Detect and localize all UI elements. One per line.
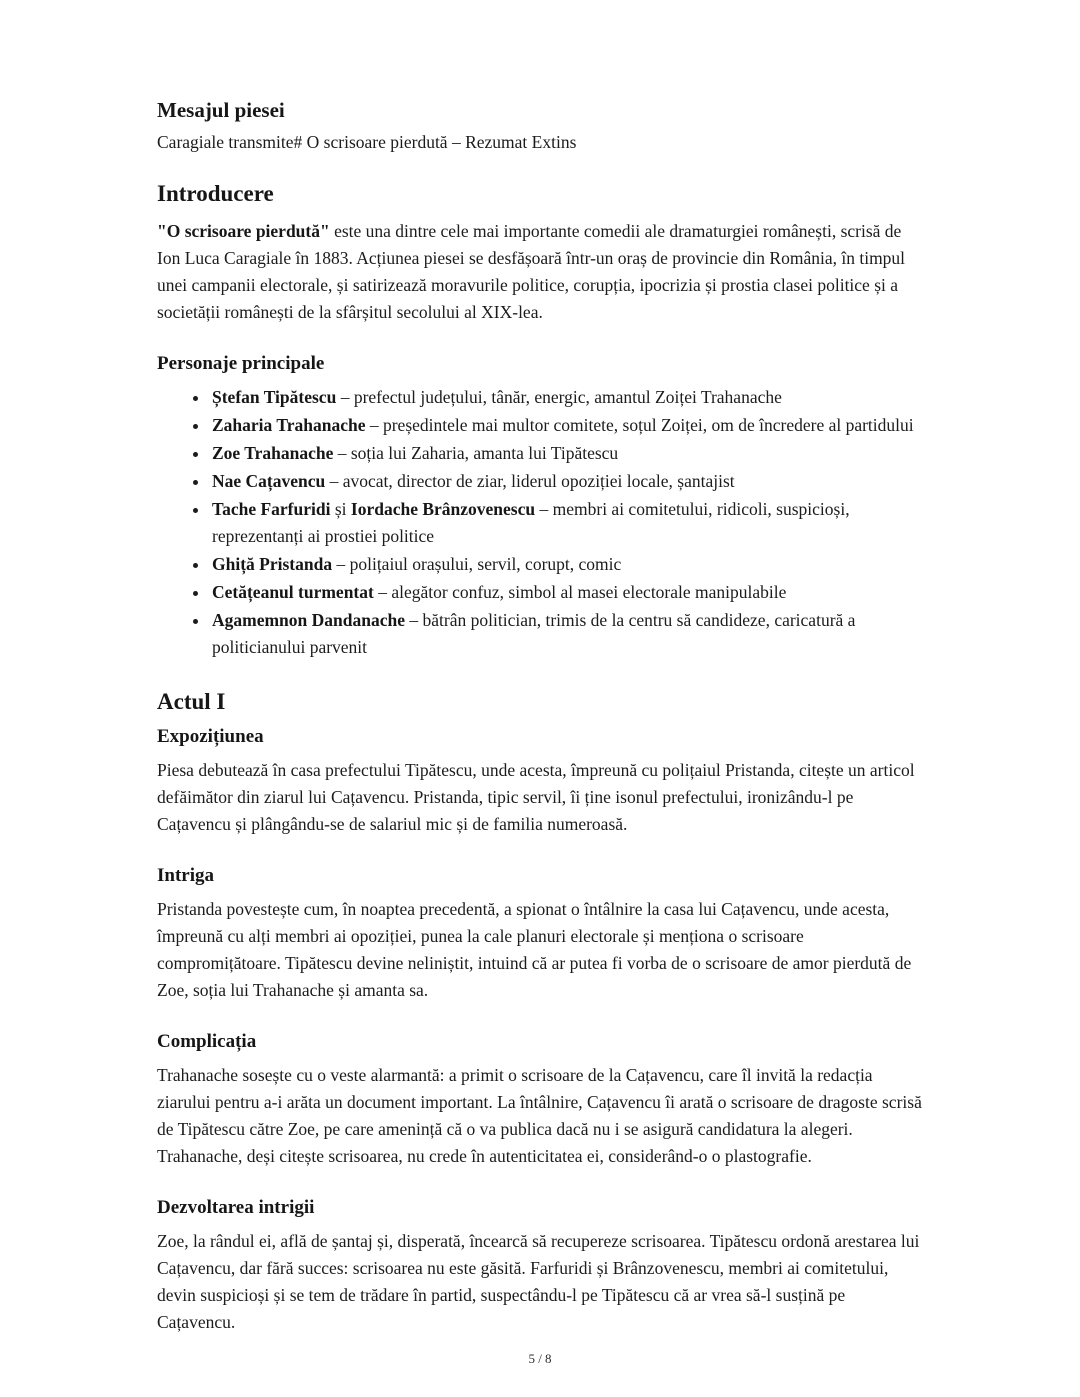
section-heading-actul-1: Actul I bbox=[157, 689, 226, 714]
character-description: și bbox=[330, 499, 351, 519]
subsection-heading: Expozițiunea bbox=[157, 726, 264, 747]
character-description: – soția lui Zaharia, amanta lui Tipătescu bbox=[333, 443, 619, 463]
intro-lead-rest: este una dintre cele mai importante comedii ale dramaturgiei românești, scrisă de Ion Luca Caragiale în 1883. Acțiunea piesei se desfășoară într-un oraș de provincie din România, în timpul unei campanii electorale, și satirizează moravurile politice, corupția, ipocrizia și prostia clasei politice și a societății românești de la sfârșitul secolului al XIX-lea. bbox=[157, 221, 906, 322]
character-name: Zaharia Trahanache bbox=[212, 415, 366, 435]
character-list-item bbox=[210, 468, 922, 495]
character-name: Iordache Brânzovenescu bbox=[350, 499, 536, 519]
intro-paragraph bbox=[157, 218, 922, 326]
character-list-item bbox=[210, 412, 922, 439]
character-description: – avocat, director de ziar, liderul opoziției locale, șantajist bbox=[325, 471, 735, 491]
section-heading-mesajul-piesei: Mesajul piesei bbox=[157, 98, 285, 122]
character-list-item bbox=[210, 496, 922, 550]
subsection-paragraph: Zoe, la rândul ei, află de șantaj și, disperată, încearcă să recupereze scrisoarea. Tipătescu ordonă arestarea lui Cațavencu, dar fără succes: scrisoarea nu este găsită. Farfuridi și Brânzovenescu, membri ai comitetului, devin suspicioși și se tem de trădare în partid, suspectându-l pe Tipătescu că ar vrea să-l susțină pe Cațavencu. bbox=[157, 1231, 920, 1332]
character-description: – bătrân politician, trimis de la centru să candideze, caricatură a politicianului parvenit bbox=[212, 610, 856, 657]
subsection-heading: Complicația bbox=[157, 1031, 257, 1052]
subsection-heading: Intriga bbox=[157, 865, 214, 886]
character-list-item bbox=[210, 551, 922, 578]
section-heading-personaje-principale: Personaje principale bbox=[157, 353, 325, 374]
document-subtitle: Caragiale transmite# O scrisoare pierdută – Rezumat Extins bbox=[157, 132, 577, 152]
intro-lead-bold: "O scrisoare pierdută" bbox=[157, 221, 330, 241]
subsection-paragraph: Trahanache sosește cu o veste alarmantă: a primit o scrisoare de la Cațavencu, care îl invită la redacția ziarului pentru a-i arăta un document important. La întâlnire, Cațavencu îi arată o scrisoare de dragoste scrisă de Tipătescu către Zoe, pe care amenință că o va publica dacă nu i se asigură candidatura la alegeri. Trahanache, deși citește scrisoarea, nu crede în autenticitatea ei, considerând-o o plastografie. bbox=[157, 1065, 922, 1166]
character-description: – alegător confuz, simbol al masei electorale manipulabile bbox=[373, 582, 787, 602]
character-description: – președintele mai multor comitete, soțul Zoiței, om de încredere al partidului bbox=[365, 415, 914, 435]
character-name: Tache Farfuridi bbox=[212, 499, 331, 519]
character-description: – polițaiul orașului, servil, corupt, comic bbox=[332, 554, 622, 574]
subsection-paragraph: Piesa debutează în casa prefectului Tipătescu, unde acesta, împreună cu polițaiul Pristanda, citește un articol defăimător din ziarul lui Cațavencu. Pristanda, tipic servil, îi ține isonul prefectului, ironizându-l pe Cațavencu și plângându-se de salariul mic și de familia numeroasă. bbox=[157, 760, 915, 834]
character-description: – membri ai comitetului, ridicoli, suspicioși, reprezentanți ai prostiei politice bbox=[212, 499, 850, 546]
character-list-item bbox=[210, 440, 922, 467]
character-list-item bbox=[210, 607, 922, 661]
character-name: Ștefan Tipătescu bbox=[212, 387, 337, 407]
character-name: Agamemnon Dandanache bbox=[212, 610, 406, 630]
character-name: Nae Cațavencu bbox=[212, 471, 326, 491]
character-name: Zoe Trahanache bbox=[212, 443, 334, 463]
character-name: Cetățeanul turmentat bbox=[212, 582, 374, 602]
character-list-item bbox=[210, 579, 922, 606]
character-list bbox=[157, 384, 922, 661]
character-description: – prefectul județului, tânăr, energic, amantul Zoiței Trahanache bbox=[336, 387, 782, 407]
subsection-paragraph: Pristanda povestește cum, în noaptea precedentă, a spionat o întâlnire la casa lui Cațavencu, unde acesta, împreună cu alți membri ai opoziției, punea la cale planuri electorale și menționa o scrisoare compromițătoare. Tipătescu devine neliniștit, intuind că ar putea fi vorba de o scrisoare de amor pierdută de Zoe, soția lui Trahanache și amanta sa. bbox=[157, 899, 912, 1000]
character-list-item bbox=[210, 384, 922, 411]
subsection-heading: Dezvoltarea intrigii bbox=[157, 1197, 315, 1218]
page-number: 5 / 8 bbox=[528, 1351, 552, 1366]
act1-sections bbox=[157, 726, 922, 1336]
section-heading-introducere: Introducere bbox=[157, 181, 274, 206]
character-name: Ghiță Pristanda bbox=[212, 554, 333, 574]
